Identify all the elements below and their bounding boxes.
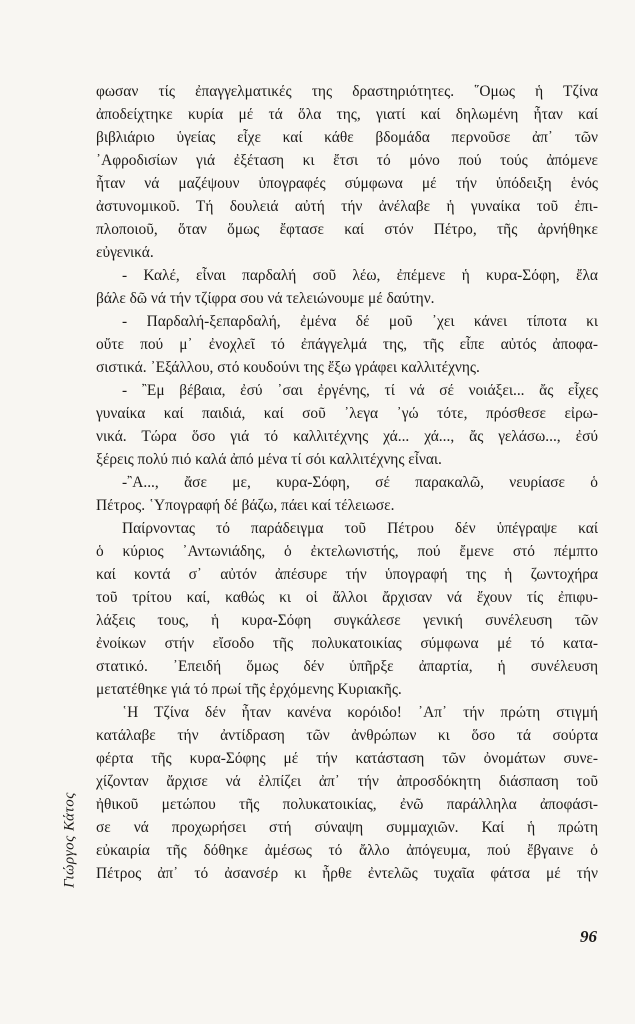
text-line: καί κοντά σ᾽ αὐτόν ἀπέσυρε τήν ὑπογραφή της ἡ ζωντοχήρα	[96, 566, 598, 583]
text-line: χίζονταν ἄρχισε νά ἐλπίζει ἀπ᾽ τήν ἀπροσδόκητη διάσπαση τοῦ	[96, 773, 598, 790]
text-line: -῍Α..., ἄσε με, κυρα-Σόφη, σέ παρακαλῶ, νευρίασε ὁ	[122, 474, 598, 491]
page-number: 96	[580, 927, 597, 946]
text-line: Πέτρος ἀπ᾽ τό ἀσανσέρ κι ἦρθε ἐντελῶς τυχαῖα φάτσα μέ τήν	[96, 865, 598, 882]
text-line: οὔτε πού μ᾽ ἐνοχλεῖ τό ἐπάγγελμά της, τῆς εἶπε αὐτός ἀποφα-	[96, 336, 598, 353]
text-line: ὁ κύριος ᾽Αντωνιάδης, ὁ ἐκτελωνιστής, πού ἔμενε στό πέμπτο	[96, 543, 598, 560]
text-line: ξέρεις πολύ πιό καλά ἀπό μένα τί σόι καλλιτέχνης εἶναι.	[96, 451, 442, 468]
text-line: ἀποδείχτηκε κυρία μέ τά ὅλα της, γιατί καί δηλωμένη ἦταν καί	[96, 106, 598, 123]
author-name: Γιώργος Κάτος	[61, 792, 78, 888]
text-line: νικά. Τώρα ὅσο γιά τό καλλιτέχνης χά... χά..., ἄς γελάσω..., ἐσύ	[96, 428, 598, 445]
text-line: - Καλέ, εἶναι παρδαλή σοῦ λέω, ἐπέμενε ἡ κυρα-Σόφη, ἔλα	[122, 267, 598, 284]
text-line: γυναίκα καί παιδιά, καί σοῦ ᾽λεγα ᾽γώ τότε, πρόσθεσε εἰρω-	[96, 405, 598, 422]
text-line: λάξεις τους, ἡ κυρα-Σόφη συγκάλεσε γενική συνέλευση τῶν	[96, 612, 598, 629]
text-line: ῾Η Τζίνα δέν ἦταν κανένα κορόιδο! ᾽Απ᾽ τήν πρώτη στιγμή	[122, 704, 598, 721]
text-line: στατικό. ᾽Επειδή ὅμως δέν ὑπῆρξε ἀπαρτία, ἡ συνέλευση	[96, 658, 598, 675]
text-line: - ῍Εμ βέβαια, ἐσύ ᾽σαι ἐργένης, τί νά σέ νοιάξει... ἄς εἶχες	[122, 382, 598, 399]
text-line: εὐκαιρία τῆς δόθηκε ἀμέσως τό ἄλλο ἀπόγευμα, πού ἔβγαινε ὁ	[96, 842, 598, 859]
text-line: πλοποιοῦ, ὅταν ὅμως ἔφτασε καί στόν Πέτρο, τῆς ἀρνήθηκε	[96, 221, 598, 238]
text-line: βάλε δῶ νά τήν τζίφρα σου νά τελειώνουμε μέ δαύτην.	[96, 290, 435, 307]
text-line: ἀστυνομικοῦ. Τή δουλειά αὐτή τήν ἀνέλαβε ἡ γυναίκα τοῦ ἐπι-	[96, 198, 598, 215]
text-line: ἐνοίκων στήν εἴσοδο τῆς πολυκατοικίας σύμφωνα μέ τό κατα-	[96, 635, 598, 652]
text-line: Πέτρος. ῾Υπογραφή δέ βάζω, πάει καί τέλειωσε.	[96, 497, 395, 514]
text-line: φωσαν τίς ἐπαγγελματικές της δραστηριότητες. ῞Ομως ἡ Τζίνα	[96, 83, 598, 100]
body-text	[96, 80, 598, 885]
text-line: ἠθικοῦ μετώπου τῆς πολυκατοικίας, ἐνῶ παράλληλα ἀποφάσι-	[96, 796, 598, 813]
text-line: τοῦ τρίτου καί, καθώς κι οἱ ἄλλοι ἄρχισαν νά ἔχουν τίς ἐπιφυ-	[96, 589, 598, 606]
text-line: - Παρδαλή-ξεπαρδαλή, ἐμένα δέ μοῦ ᾽χει κάνει τίποτα κι	[122, 313, 598, 330]
text-line: φέρτα τῆς κυρα-Σόφης μέ τήν κατάσταση τῶν ὀνομάτων συνε-	[96, 750, 598, 767]
text-line: Παίρνοντας τό παράδειγμα τοῦ Πέτρου δέν ὑπέγραψε καί	[122, 520, 598, 537]
text-line: εὐγενικά.	[96, 244, 154, 261]
text-line: σε νά προχωρήσει στή σύναψη συμμαχιῶν. Καί ἡ πρώτη	[96, 819, 598, 836]
author-running-head	[58, 775, 82, 905]
text-line: σιστικά. ᾽Εξάλλου, στό κουδούνι της ἔξω γράφει καλλιτέχνης.	[96, 359, 480, 376]
text-line: ᾽Αφροδισίων γιά ἐξέταση κι ἔτσι τό μόνο πού τούς ἀπόμενε	[96, 152, 598, 169]
text-line: μετατέθηκε γιά τό πρωί τῆς ἐρχόμενης Κυριακῆς.	[96, 681, 402, 698]
text-line: βιβλιάριο ὑγείας εἶχε καί κάθε βδομάδα περνοῦσε ἀπ᾽ τῶν	[96, 129, 598, 146]
text-line: ἦταν νά μαζέψουν ὑπογραφές σύμφωνα μέ τήν ὑπόδειξη ἑνός	[96, 175, 598, 192]
text-line: κατάλαβε τήν ἀντίδραση τῶν ἀνθρώπων κι ὅσο τά σούρτα	[96, 727, 598, 744]
